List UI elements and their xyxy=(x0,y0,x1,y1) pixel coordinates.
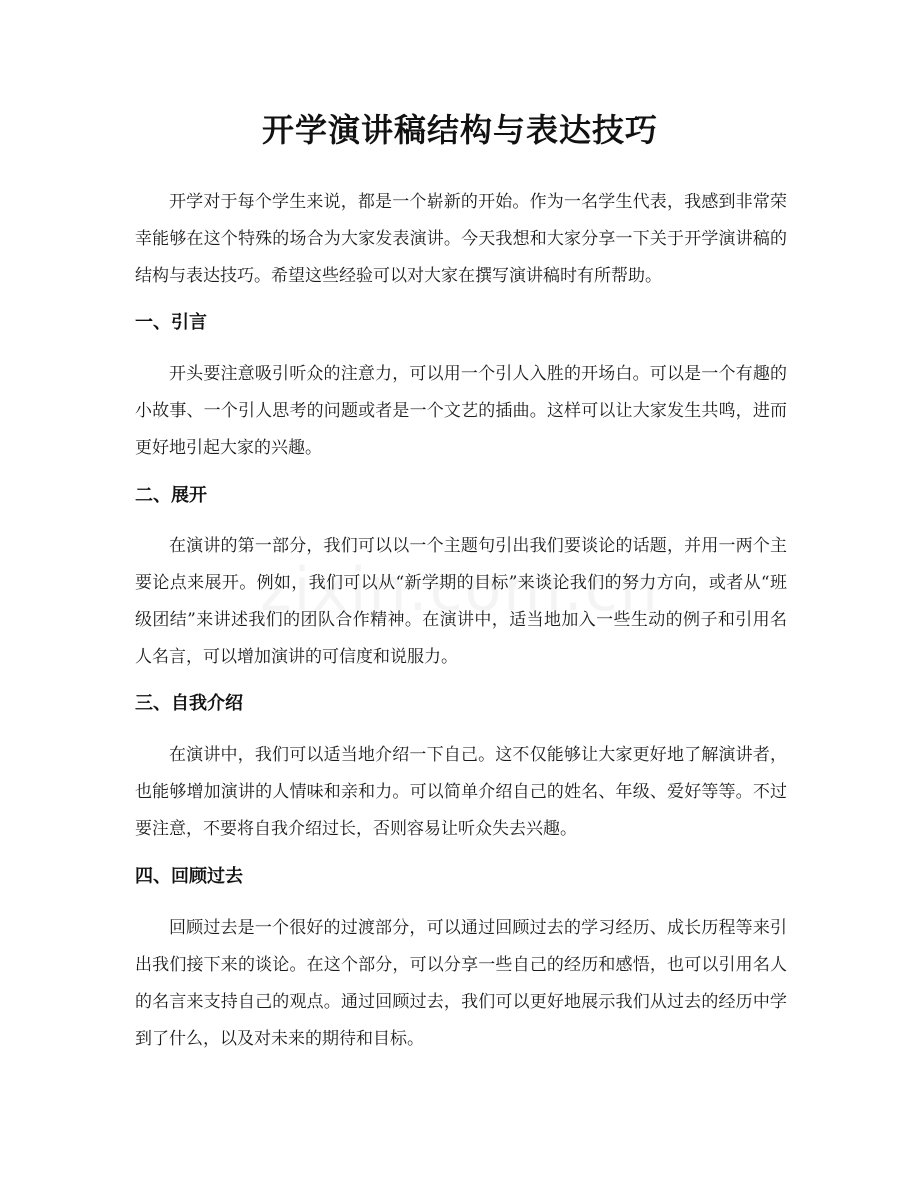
section-heading-introduction: 一、引言 xyxy=(135,312,207,333)
section-heading-self-introduction: 三、自我介绍 xyxy=(135,693,243,714)
section-heading-review-past: 四、回顾过去 xyxy=(135,866,243,887)
section-body-self-introduction: 在演讲中，我们可以适当地介绍一下自己。这不仅能够让大家更好地了解演讲者，也能够增加演讲的人情味和亲和力。可以简单介绍自己的姓名、年级、爱好等等。不过要注意，不要将自我介绍过长，否则容易让听众失去兴趣。 xyxy=(135,745,787,839)
section-body-introduction: 开头要注意吸引听众的注意力，可以用一个引人入胜的开场白。可以是一个有趣的小故事、一个引人思考的问题或者是一个文艺的插曲。这样可以让大家发生共鸣，进而更好地引起大家的兴趣。 xyxy=(135,364,787,458)
section-heading-development: 二、展开 xyxy=(135,485,207,506)
section-body-development: 在演讲的第一部分，我们可以以一个主题句引出我们要谈论的话题，并用一两个主要论点来展开。例如，我们可以从“新学期的目标”来谈论我们的努力方向，或者从“班级团结”来讲述我们的团队合作精神。在演讲中，适当地加入一些生动的例子和引用名人名言，可以增加演讲的可信度和说服力。 xyxy=(135,536,787,667)
intro-paragraph: 开学对于每个学生来说，都是一个崭新的开始。作为一名学生代表，我感到非常荣幸能够在这个特殊的场合为大家发表演讲。今天我想和大家分享一下关于开学演讲稿的结构与表达技巧。希望这些经验可以对大家在撰写演讲稿时有所帮助。 xyxy=(135,192,787,286)
document-title: 开学演讲稿结构与表达技巧 xyxy=(261,111,658,149)
section-body-review-past: 回顾过去是一个很好的过渡部分，可以通过回顾过去的学习经历、成长历程等来引出我们接下来的谈论。在这个部分，可以分享一些自己的经历和感悟，也可以引用名人的名言来支持自己的观点。通过回顾过去，我们可以更好地展示我们从过去的经历中学到了什么，以及对未来的期待和目标。 xyxy=(135,918,787,1049)
